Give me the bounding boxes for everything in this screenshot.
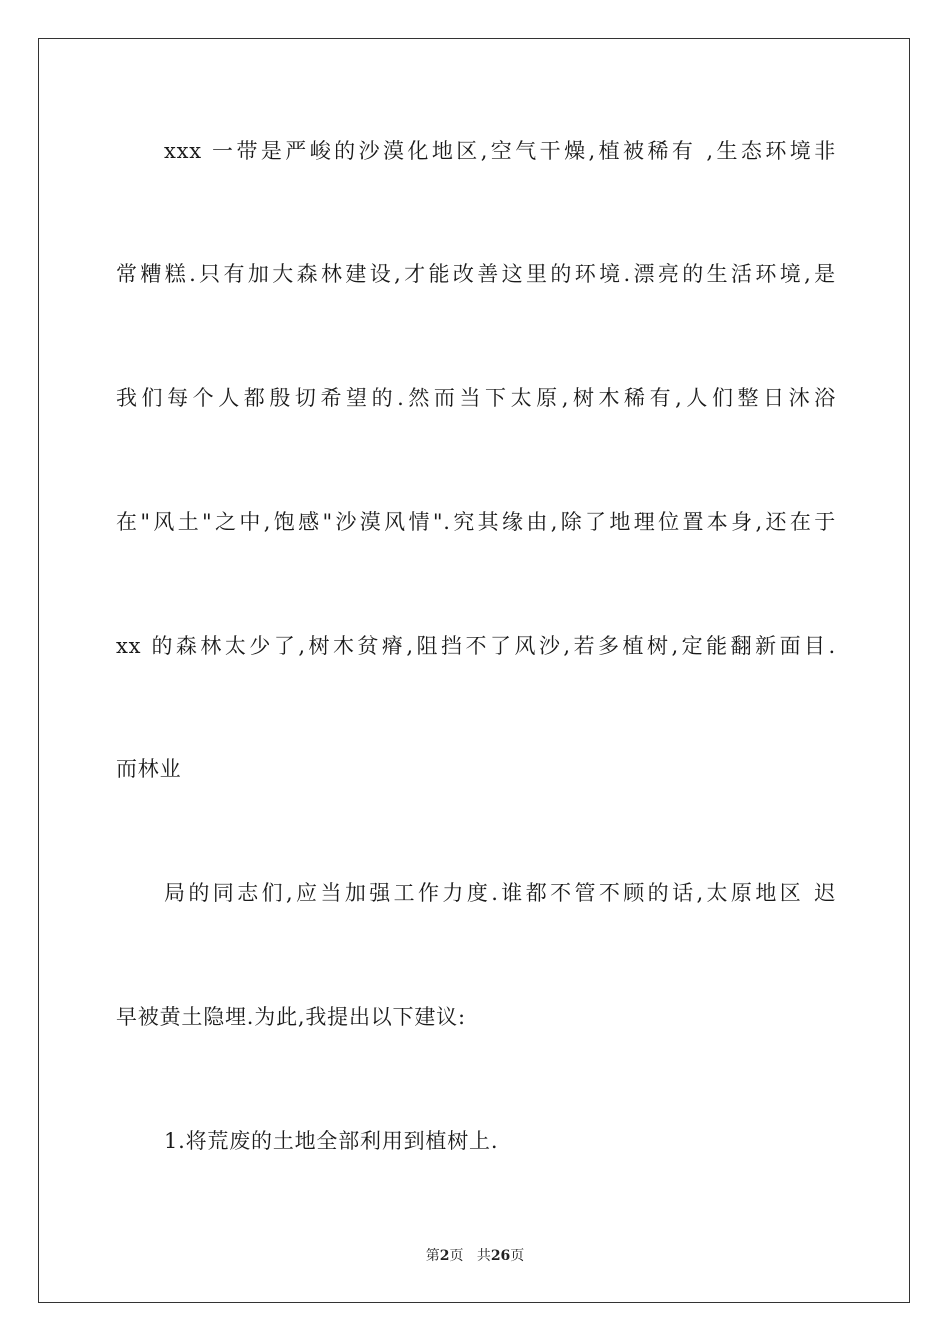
- footer-total-prefix: 共: [476, 1248, 491, 1264]
- paragraph-line-6: 而林业: [116, 757, 182, 781]
- footer-page-prefix: 第: [425, 1248, 440, 1264]
- paragraph-line-3: 我们每个人都殷切希望的.然而当下太原,树木稀有,人们整日沐浴: [116, 386, 836, 410]
- paragraph-line-2: 常糟糕.只有加大森林建设,才能改善这里的环境.漂亮的生活环境,是: [116, 262, 836, 286]
- paragraph-line-4: 在"风土"之中,饱感"沙漠风情".究其缘由,除了地理位置本身,还在于: [116, 510, 836, 534]
- list-item-1: 1.将荒废的土地全部利用到植树上.: [164, 1129, 499, 1153]
- page-footer: [0, 1246, 950, 1266]
- paragraph-line-8: 早被黄土隐埋.为此,我提出以下建议:: [116, 1005, 466, 1029]
- page-border: [38, 38, 910, 1303]
- paragraph-line-7: 局的同志们,应当加强工作力度.谁都不管不顾的话,太原地区 迟: [164, 881, 836, 905]
- footer-total-unit: 页: [510, 1248, 525, 1264]
- paragraph-line-5: xx 的森林太少了,树木贫瘠,阻挡不了风沙,若多植树,定能翻新面目.: [116, 634, 836, 658]
- paragraph-line-1: xxx 一带是严峻的沙漠化地区,空气干燥,植被稀有 ,生态环境非: [164, 139, 836, 163]
- footer-page-total: 26: [490, 1248, 511, 1264]
- footer-page-unit: 页: [449, 1248, 464, 1264]
- footer-page-current: 2: [439, 1248, 450, 1264]
